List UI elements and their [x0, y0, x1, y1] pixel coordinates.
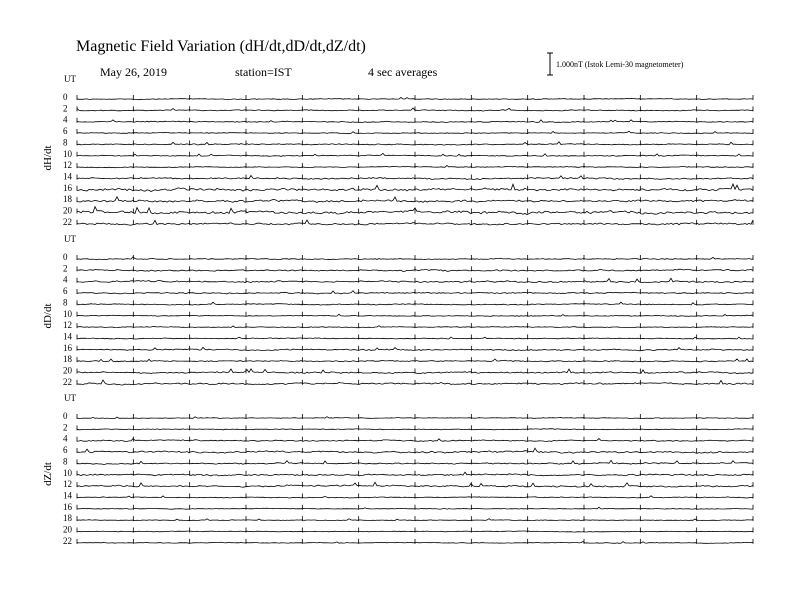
row-label-dz-14: 14: [63, 490, 72, 501]
row-label-dz-18: 18: [63, 513, 72, 524]
row-label-dh-6: 6: [63, 126, 68, 137]
row-label-dd-12: 12: [63, 320, 72, 331]
row-label-dh-12: 12: [63, 160, 72, 171]
row-label-dh-2: 2: [63, 103, 68, 114]
row-label-dh-10: 10: [63, 148, 72, 159]
row-label-dh-8: 8: [63, 137, 68, 148]
row-label-dh-20: 20: [63, 205, 72, 216]
row-label-dz-10: 10: [63, 467, 72, 478]
row-label-dz-6: 6: [63, 445, 68, 456]
row-label-dd-16: 16: [63, 342, 72, 353]
row-label-dz-8: 8: [63, 456, 68, 467]
row-label-dz-0: 0: [63, 411, 68, 421]
row-label-dh-4: 4: [63, 114, 68, 125]
panel-label-dz: dZ/dt: [42, 462, 54, 486]
row-label-dz-16: 16: [63, 501, 72, 512]
row-label-dd-8: 8: [63, 297, 68, 308]
row-label-dd-2: 2: [63, 263, 68, 274]
row-label-dh-0: 0: [63, 92, 68, 102]
row-label-dz-22: 22: [63, 535, 72, 546]
row-label-dd-14: 14: [63, 331, 72, 342]
row-label-dd-4: 4: [63, 274, 68, 285]
row-label-dd-6: 6: [63, 286, 68, 297]
row-label-dh-22: 22: [63, 216, 72, 227]
row-label-dz-4: 4: [63, 433, 68, 444]
row-label-dd-18: 18: [63, 354, 72, 365]
panel-label-dh: dH/dt: [42, 145, 54, 171]
date-label: May 26, 2019: [100, 65, 167, 79]
row-label-dz-2: 2: [63, 422, 68, 433]
chart-title: Magnetic Field Variation (dH/dt,dD/dt,dZ/dt): [76, 38, 366, 55]
row-label-dh-14: 14: [63, 171, 72, 182]
row-label-dh-16: 16: [63, 182, 72, 193]
ut-header-3: UT: [64, 393, 76, 403]
row-label-dd-20: 20: [63, 365, 72, 376]
ut-header-2: UT: [64, 234, 76, 244]
row-label-dd-10: 10: [63, 308, 72, 319]
station-label: station=IST: [235, 65, 292, 79]
panel-label-dd: dD/dt: [42, 303, 54, 329]
row-label-dz-12: 12: [63, 479, 72, 490]
row-label-dh-18: 18: [63, 194, 72, 205]
ut-header-1: UT: [64, 74, 76, 84]
row-label-dz-20: 20: [63, 524, 72, 535]
scale-label: 1.000nT (Istok Lemi-30 magnetometer): [556, 60, 684, 69]
averaging-label: 4 sec averages: [368, 65, 438, 79]
row-label-dd-0: 0: [63, 252, 68, 262]
row-label-dd-22: 22: [63, 376, 72, 387]
